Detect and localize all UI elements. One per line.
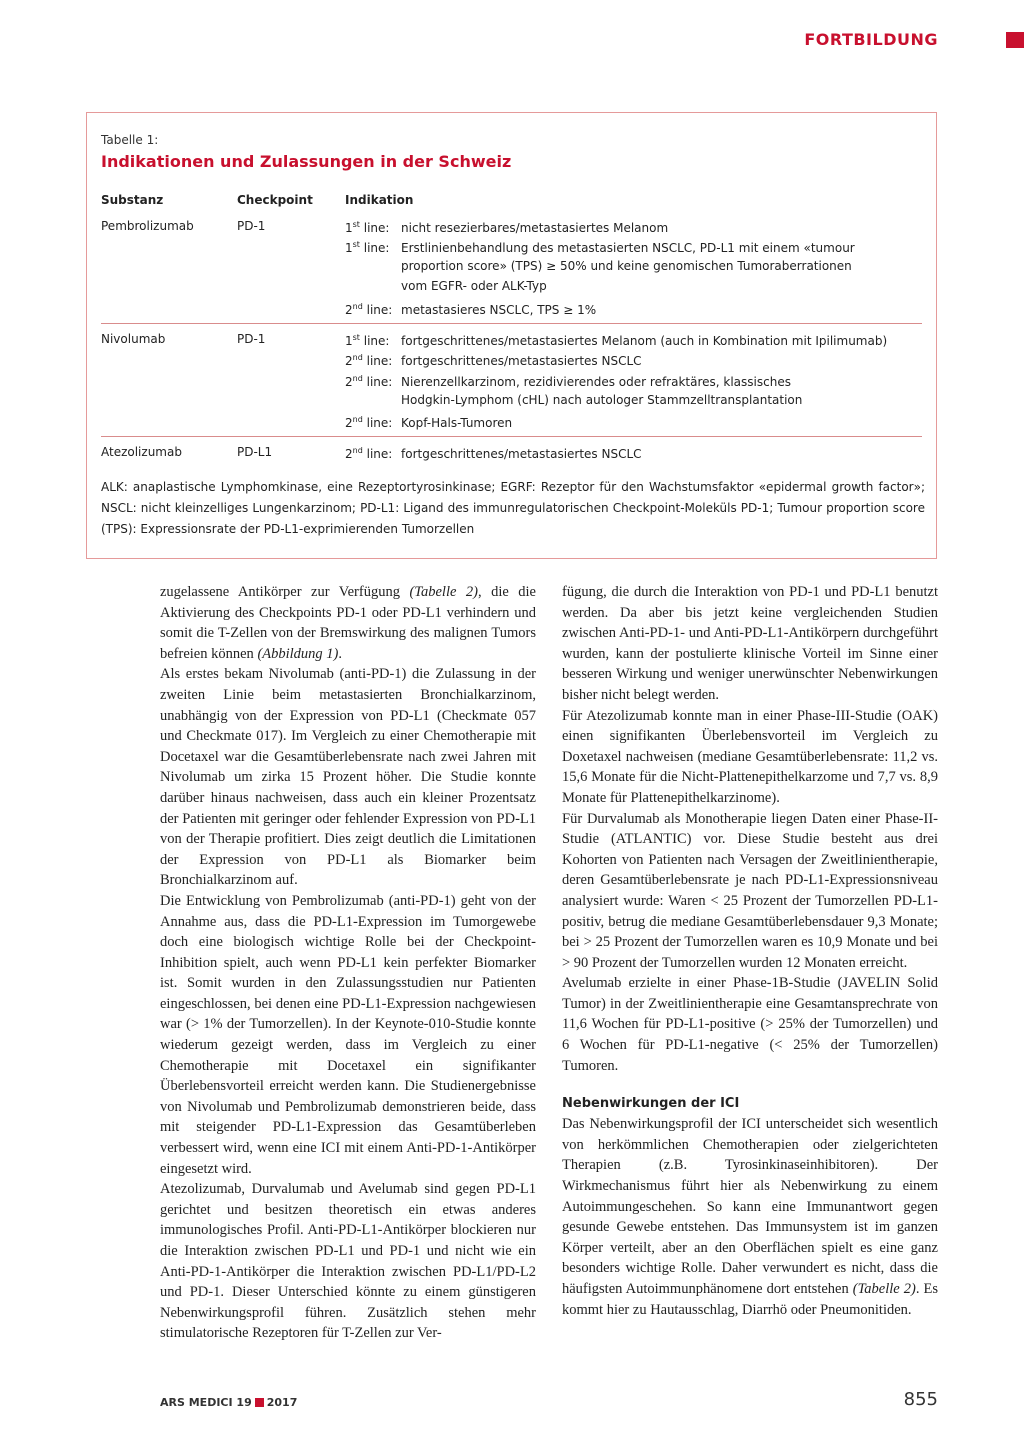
- indication-line: [345, 410, 512, 433]
- indication-text: metastasieres NSCLC, TPS ≥ 1%: [401, 303, 597, 317]
- line-ordinal: st: [352, 333, 360, 342]
- figure-reference: (Abbildung 1): [257, 645, 339, 662]
- column-header-indication: Indikation: [345, 193, 414, 207]
- indication-line: [345, 369, 791, 392]
- table-footnote: ALK: anaplastische Lymphomkinase, eine Rezeptortyrosinkinase; EGRF: Rezeptor für den Wachstumsfaktor «epidermal growth factor»; NSCL: nicht kleinzelliges Lungenkarzinom; PD-L1: Ligand des immunregulatorischen Checkpoint-Moleküls PD-1; Tumour proportion score (TPS): Expressionsrate der PD-L1-exprimierenden Tumorzellen: [101, 480, 925, 536]
- paragraph: Die Entwicklung von Pembrolizumab (anti-PD-1) geht von der Annahme aus, dass die PD-L1-Expression im Tumorgewebe doch eine biologisch wichtige Rolle bei der Checkpoint-Inhibition spielt, auch wenn PD-L1 kein perfekter Biomarker ist. Somit wurden in den Zulassungsstudien nur Patienten eingeschlossen, bei denen eine PD-L1-Expression nachgewiesen war (> 1% der Tumorzellen). In der Keynote-010-Studie konnte wiederum gezeigt werden, dass im Vergleich zu einer Chemotherapie mit Docetaxel ein signifikanter Überlebensvorteil erreicht werden kann. Die Studienergebnisse von Nivolumab und Pembrolizumab demonstrieren beide, dass mit steigender PD-L1-Expression das Gesamtüberleben verbessert wird, wenn eine ICI mit einem Anti-PD-1-Antikörper eingesetzt wird.: [160, 892, 536, 1177]
- footer-marker: [255, 1398, 264, 1407]
- line-ordinal: nd: [352, 353, 363, 362]
- row-divider: [101, 436, 922, 437]
- indication-line: [345, 235, 855, 258]
- line-number: 1: [345, 334, 353, 348]
- line-ordinal: nd: [352, 302, 363, 311]
- line-tag: [345, 235, 401, 258]
- body-column-right: [562, 582, 938, 1320]
- row-nivolumab-substance: Nivolumab: [101, 332, 166, 346]
- line-tag: [345, 348, 401, 371]
- line-number: 1: [345, 221, 353, 235]
- table-title: Indikationen und Zulassungen in der Schweiz: [101, 152, 512, 171]
- row-atezolizumab-checkpoint: PD-L1: [237, 445, 273, 459]
- line-number: 2: [345, 375, 353, 389]
- line-tag: [345, 369, 401, 392]
- paragraph: Für Atezolizumab konnte man in einer Phase-III-Studie (OAK) einen signifikanten Überlebensvorteil im Vergleich zu Doxetaxel nachweisen (mediane Gesamtüberlebensrate: 11,2 vs. 15,6 Monate für die Nicht-Plattenepithelkarzome und 7,7 vs. 8,9 Monate für Plattenepithelkarzinome).: [562, 707, 938, 806]
- line-word: line:: [359, 334, 390, 348]
- indication-line: [345, 297, 596, 320]
- indication-text-continued: vom EGFR- oder ALK-Typ: [401, 279, 547, 293]
- line-number: 2: [345, 354, 353, 368]
- table-reference: (Tabelle 2): [852, 1281, 916, 1297]
- indication-text: fortgeschrittenes/metastasiertes NSCLC: [401, 354, 642, 368]
- paragraph: Für Durvalumab als Monotherapie liegen Daten einer Phase-II-Studie (ATLANTIC) vor. Diese Studie besteht aus drei Kohorten von Patienten nach Versagen der Zweitlinientherapie, deren Gesamtüberlebensrate je nach PD-L1-Expressionsniveau analysiert wurde: Waren < 25 Prozent der Tumorzellen PD-L1-positiv, betrug die mediane Gesamtüberlebensdauer 9,3 Monate; bei > 25 Prozent der Tumorzellen waren es 10,9 Monate und bei > 90 Prozent der Tumorzellen wurden 12 Monaten erreicht.: [562, 810, 938, 971]
- paragraph: Atezolizumab, Durvalumab und Avelumab sind gegen PD-L1 gerichtet und besitzen theoretisch ein etwas anderes immunologisches Profil. Anti-PD-L1-Antikörper blockieren nur die Interaktion zwischen PD-L1 und PD-1 und nicht wie ein Anti-PD-1-Antikörper die Interaktion zwischen PD-L1/PD-L2 und PD-1. Dieser Unterschied könnte zu einem günstigeren Nebenwirkungsprofil führen. Zusätzlich stehen mehr stimulatorische Rezeptoren für T-Zellen zur Ver-: [160, 1181, 536, 1342]
- paragraph: fügung, die durch die Interaktion von PD-1 und PD-L1 benutzt werden. Da aber bis jetzt keine vergleichenden Studien zwischen Anti-PD-1- und Anti-PD-L1-Antikörpern durchgeführt wurden, kann der postulierte klinische Vorteil im Sinne einer besseren Wirkung und weniger unerwünschter Nebenwirkungen bisher nicht belegt werden.: [562, 584, 938, 703]
- line-number: 1: [345, 241, 353, 255]
- table-label: Tabelle 1:: [101, 133, 159, 147]
- body-column-left: [160, 582, 536, 1344]
- indication-line: [345, 348, 642, 371]
- row-pembrolizumab-checkpoint: PD-1: [237, 219, 266, 233]
- row-pembrolizumab-substance: Pembrolizumab: [101, 219, 194, 233]
- indication-text: fortgeschrittenes/metastasiertes NSCLC: [401, 447, 642, 461]
- table-reference: (Tabelle 2): [409, 584, 478, 600]
- page-number: 855: [903, 1389, 938, 1410]
- text-run: Das Nebenwirkungsprofil der ICI unterscheidet sich wesentlich von herkömmlichen Chemotherapien oder zielgerichteten Therapien (z.B. Tyrosinkinaseinhibitoren). Der Wirkmechanismus führt hier als Nebenwirkung zu einem Autoimmungeschehen. So kann eine Immunantwort gegen gesunde Gewebe entstehen. Das Immunsystem ist im ganzen Körper verteilt, aber an den Oberflächen spielt es eine ganz besonders wichtige Rolle. Daher verwundert es nicht, dass die häufigsten Autoimmunphänomene dort entstehen: [562, 1116, 938, 1297]
- text-run: , die die Aktivierung des Checkpoints PD-1 oder PD-L1 verhindern und somit die T-Zellen von der Bremswirkung des malignen Tumors befreien können: [160, 584, 536, 662]
- text-run: . Es kommt hier zu Hautausschlag, Diarrhö oder Pneumonitiden.: [562, 1281, 939, 1318]
- line-ordinal: st: [352, 240, 360, 249]
- line-ordinal: st: [352, 220, 360, 229]
- section-label: FORTBILDUNG: [804, 30, 938, 49]
- indication-text: nicht resezierbares/metastasiertes Melanom: [401, 221, 669, 235]
- line-tag: [345, 441, 401, 464]
- text-run: .: [338, 645, 343, 662]
- column-header-substance: Substanz: [101, 193, 164, 207]
- line-word: line:: [362, 447, 393, 461]
- line-ordinal: nd: [352, 374, 363, 383]
- line-word: line:: [362, 375, 393, 389]
- indication-text: Kopf-Hals-Tumoren: [401, 416, 513, 430]
- line-tag: [345, 297, 401, 320]
- line-word: line:: [362, 303, 393, 317]
- line-number: 2: [345, 416, 353, 430]
- paragraph: [562, 1114, 938, 1320]
- indication-text-continued: Hodgkin-Lymphom (cHL) nach autologer Stammzelltransplantation: [401, 393, 803, 407]
- line-number: 2: [345, 303, 353, 317]
- line-word: line:: [362, 354, 393, 368]
- text-run: zugelassene Antikörper zur Verfügung: [160, 584, 410, 600]
- row-atezolizumab-substance: Atezolizumab: [101, 445, 182, 459]
- line-word: line:: [359, 221, 390, 235]
- indication-line: [345, 441, 642, 464]
- row-divider: [101, 323, 922, 324]
- indication-text: Erstlinienbehandlung des metastasierten NSCLC, PD-L1 mit einem «tumour: [401, 241, 855, 255]
- paragraph: [160, 582, 536, 664]
- paragraph: Als erstes bekam Nivolumab (anti-PD-1) die Zulassung in der zweiten Linie beim metastasierten Bronchialkarzinom, unabhängig von der Expression von PD-L1 (Checkmate 057 und Checkmate 017). Im Vergleich zu einer Chemotherapie mit Docetaxel war die Gesamtüberlebensrate nach zwei Jahren mit Nivolumab um zirka 15 Prozent höher. Die Studie konnte darüber hinaus nachweisen, dass auch ein kleiner Prozentsatz der Patienten mit geringer oder fehlender Expression von PD-L1 von der Therapie profitiert. Dies zeigt deutlich die Limitationen der Expression von PD-L1 als Biomarker beim Bronchialkarzinom auf.: [160, 666, 536, 889]
- row-nivolumab-checkpoint: PD-1: [237, 332, 266, 346]
- line-tag: [345, 410, 401, 433]
- column-header-checkpoint: Checkpoint: [237, 193, 313, 207]
- indication-text: Nierenzellkarzinom, rezidivierendes oder refraktäres, klassisches: [401, 375, 791, 389]
- table-1: [86, 112, 937, 559]
- line-word: line:: [362, 416, 393, 430]
- line-ordinal: nd: [352, 446, 363, 455]
- section-marker: [1006, 32, 1024, 48]
- line-number: 2: [345, 447, 353, 461]
- indication-text: fortgeschrittenes/metastasiertes Melanom (auch in Kombination mit Ipilimumab): [401, 334, 888, 348]
- subheading: Nebenwirkungen der ICI: [562, 1096, 740, 1112]
- paragraph: Avelumab erzielte in einer Phase-1B-Studie (JAVELIN Solid Tumor) in der Zweitlinientherapie eine Gesamtansprechrate von 11,6 Wochen für PD-L1-positive (> 25% der Tumorzellen) und 6 Wochen für PD-L1-negative (< 25% der Tumorzellen) Tumoren.: [562, 975, 938, 1074]
- line-word: line:: [359, 241, 390, 255]
- journal-footer: [160, 1396, 297, 1409]
- line-ordinal: nd: [352, 415, 363, 424]
- journal-year: 2017: [266, 1396, 298, 1409]
- journal-name: ARS MEDICI 19: [160, 1396, 252, 1409]
- indication-text-continued: proportion score» (TPS) ≥ 50% und keine genomischen Tumoraberrationen: [401, 259, 852, 273]
